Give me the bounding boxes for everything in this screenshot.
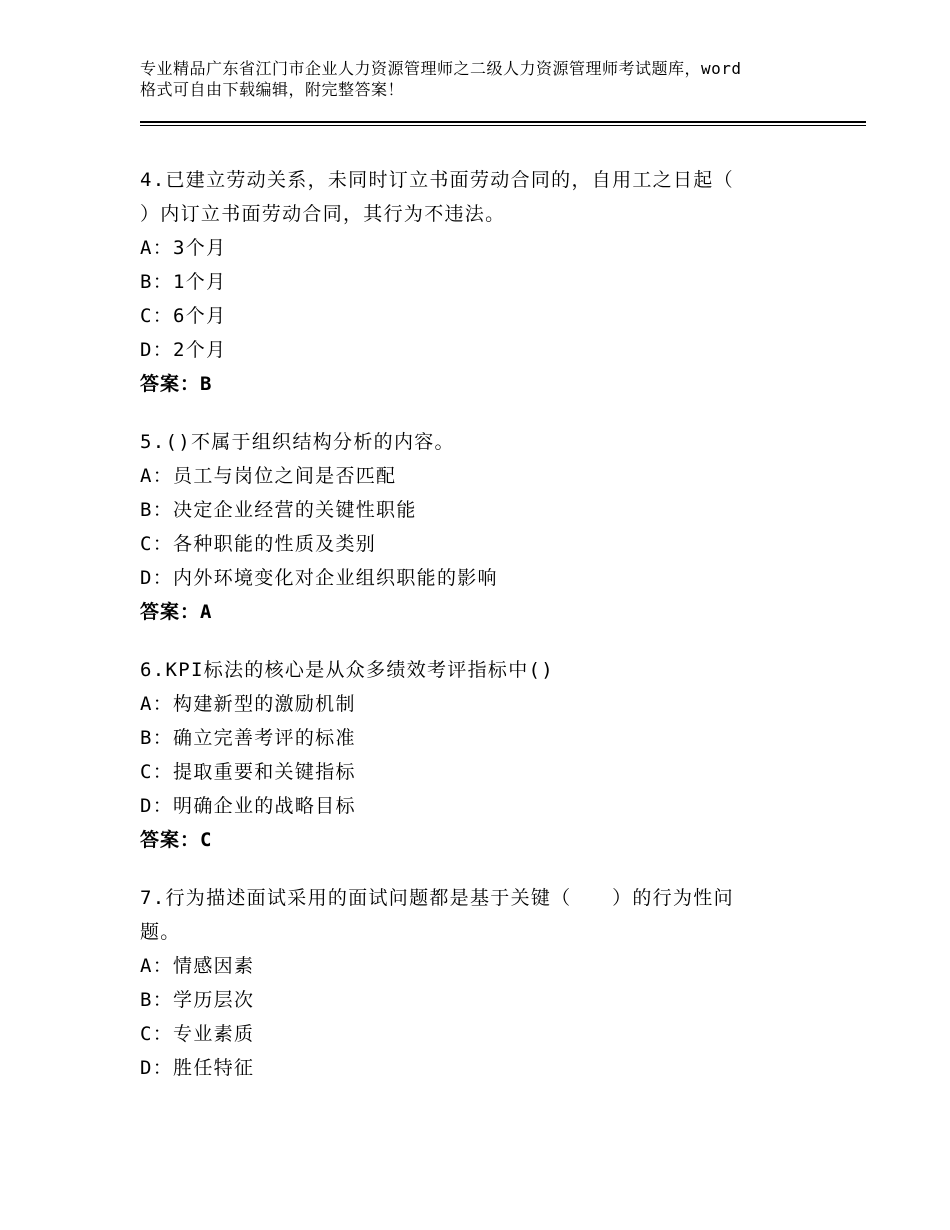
- question-stem: 4.已建立劳动关系，未同时订立书面劳动合同的，自用工之日起（: [140, 169, 734, 191]
- question-4: [140, 163, 800, 401]
- option-b: B：决定企业经营的关键性职能: [140, 499, 417, 521]
- option-c: C：专业素质: [140, 1023, 255, 1045]
- header-rule-thin: [140, 125, 866, 126]
- option-a: A：员工与岗位之间是否匹配: [140, 465, 397, 487]
- option-b: B：1个月: [140, 271, 227, 293]
- question-6: [140, 653, 800, 857]
- option-d: D：胜任特征: [140, 1057, 255, 1079]
- option-a: A：构建新型的激励机制: [140, 693, 356, 715]
- question-stem: 题。: [140, 921, 181, 943]
- header-rule-thick: [140, 121, 866, 123]
- question-stem: 7.行为描述面试采用的面试问题都是基于关键（ ）的行为性问: [140, 887, 734, 909]
- answer-label: 答案：C: [140, 829, 213, 851]
- option-b: B：学历层次: [140, 989, 255, 1011]
- question-7: [140, 881, 800, 1085]
- answer-label: 答案：B: [140, 373, 213, 395]
- question-stem: ）内订立书面劳动合同，其行为不违法。: [140, 203, 506, 225]
- option-c: C：6个月: [140, 305, 227, 327]
- question-5: [140, 425, 800, 629]
- question-list: [140, 163, 800, 1109]
- question-stem: 6.KPI标法的核心是从众多绩效考评指标中(): [140, 659, 554, 681]
- answer-label: 答案：A: [140, 601, 213, 623]
- option-d: D：2个月: [140, 339, 227, 361]
- option-d: D：内外环境变化对企业组织职能的影响: [140, 567, 498, 589]
- option-b: B：确立完善考评的标准: [140, 727, 356, 749]
- header-title-line-2: 格式可自由下载编辑，附完整答案！: [140, 80, 405, 99]
- option-a: A：3个月: [140, 237, 227, 259]
- option-a: A：情感因素: [140, 955, 255, 977]
- question-stem: 5.()不属于组织结构分析的内容。: [140, 431, 455, 453]
- option-c: C：提取重要和关键指标: [140, 761, 356, 783]
- document-header: [140, 58, 840, 100]
- header-title-line-1: 专业精品广东省江门市企业人力资源管理师之二级人力资源管理师考试题库，word: [140, 59, 742, 78]
- option-d: D：明确企业的战略目标: [140, 795, 356, 817]
- option-c: C：各种职能的性质及类别: [140, 533, 377, 555]
